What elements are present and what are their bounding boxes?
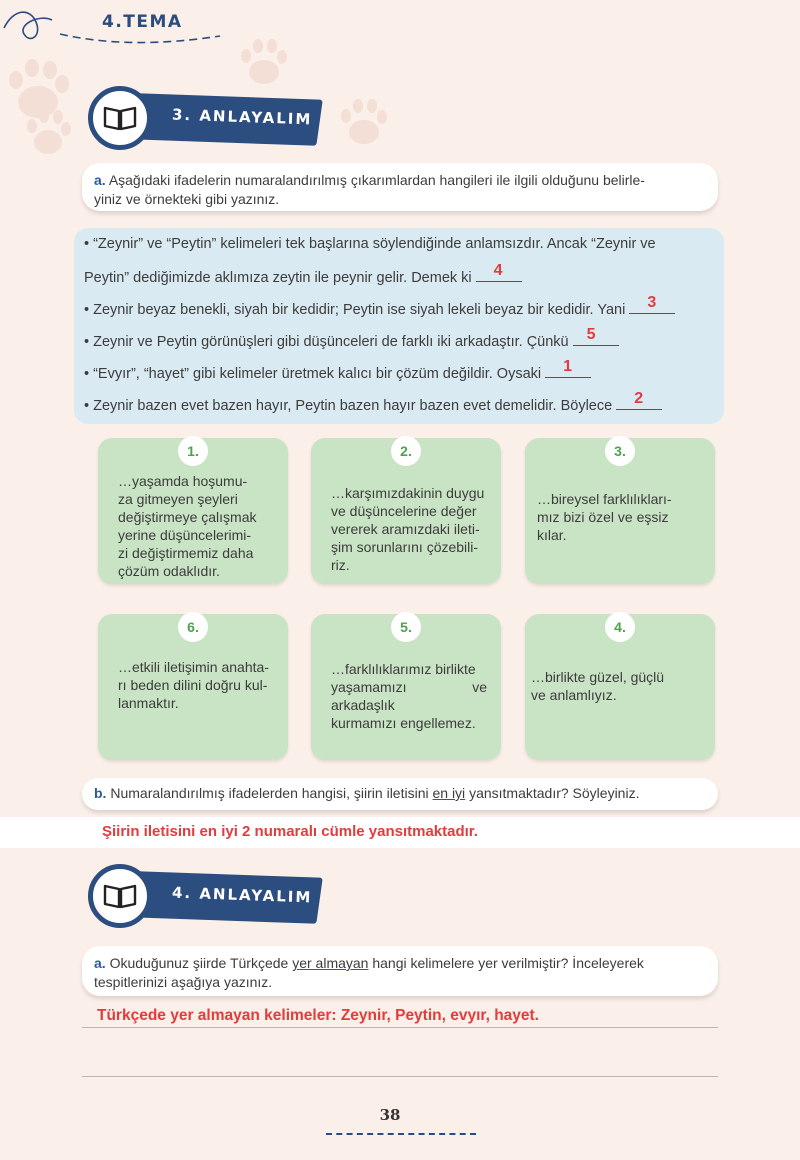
paw-print-decoration [20,100,80,170]
answer-b: Şiirin iletisini en iyi 2 numaralı cümle yansıtmaktadır. [102,823,478,840]
card-text: …farklılıklarımız birlikte yaşamamızı ve arkadaşlık kurmamızı engellemez. [331,661,487,731]
inference-card [525,614,715,760]
answer-mark: 5 [586,326,596,343]
card-number: 2. [391,436,421,466]
paw-print-decoration [330,90,400,160]
instruction-4a [82,946,718,996]
section-title: 3. ANLAYALIM [171,105,313,129]
answer-blank[interactable] [476,262,522,282]
instruction-emphasis: yer almayan [292,955,369,971]
statement-3: • Zeynir ve Peytin görünüşleri gibi düşünceleri de farklı iki arkadaştır. Çünkü 5 [84,332,619,350]
instruction-text-line2: tespitlerinizi aşağıya yazınız. [94,974,273,990]
instruction-a [82,163,718,211]
inference-card [525,438,715,584]
instruction-emphasis: en iyi [432,785,466,801]
inference-card [311,614,501,760]
answer-strip [0,817,800,848]
card-number: 3. [605,436,635,466]
answer-mark: 3 [647,294,657,311]
answer-4a: Türkçede yer almayan kelimeler: Zeynir, Peytin, evyır, hayet. [97,1007,539,1024]
answer-mark: 2 [634,390,644,407]
instruction-b [82,778,718,810]
inference-card [311,438,501,584]
section-title: 4. ANLAYALIM [171,883,313,907]
card-text: …yaşamda hoşumu- za gitmeyen şeyleri değiştirmeye çalışmak yerine düşüncelerimi- zi değiştirmemiz daha çözüm odaklıdır. [118,473,257,579]
writing-line[interactable] [82,1027,718,1028]
question-label: b. [94,785,107,801]
section-3-banner [82,82,322,152]
writing-line[interactable] [82,1076,718,1077]
statement-1: • “Zeynir” ve “Peytin” kelimeleri tek başlarına söylendiğinde anlamsızdır. Ancak “Zeynir ve [84,236,656,252]
statement-2: • Zeynir beyaz benekli, siyah bir kedidir; Peytin ise siyah lekeli beyaz bir kedidir. Yani 3 [84,300,675,318]
card-number: 5. [391,612,421,642]
card-text: …birlikte güzel, güçlü ve anlamlıyız. [531,669,665,703]
footer-decoration [326,1133,476,1135]
card-text: …etkili iletişimin anahta- rı beden dilini doğru kul- lanmaktır. [118,659,269,711]
question-label: a. [94,172,106,188]
inference-card [98,438,288,584]
instruction-text-cont: yiniz ve örnekteki gibi yazınız. [94,191,280,207]
card-number: 1. [178,436,208,466]
card-number: 6. [178,612,208,642]
theme-title: 4.TEMA [102,12,183,32]
answer-blank[interactable] [616,390,662,410]
answer-blank[interactable] [573,326,619,346]
inference-card [98,614,288,760]
book-icon [88,86,152,150]
book-icon [88,864,152,928]
instruction-text-cont: hangi kelimelere yer verilmiştir? İnceleyerek [372,955,644,971]
card-text: …karşımızdakinin duygu ve düşüncelerine değer vererek aramızdaki ileti- şim sorunlarını çözebili- riz. [331,485,485,573]
page-number: 38 [379,1106,401,1124]
answer-mark: 1 [563,358,573,375]
answer-blank[interactable] [629,294,675,314]
question-label: a. [94,955,106,971]
answer-blank[interactable] [545,358,591,378]
card-text: …bireysel farklılıkları- mız bizi özel ve eşsiz kılar. [537,491,672,543]
statements-box [74,228,724,424]
instruction-text: Okuduğunuz şiirde Türkçede [109,955,289,971]
instruction-text-cont: yansıtmaktadır? Söyleyiniz. [469,785,640,801]
answer-mark: 4 [493,262,503,279]
statement-5: • Zeynir bazen evet bazen hayır, Peytin bazen hayır bazen evet demelidir. Böylece 2 [84,396,662,414]
card-number: 4. [605,612,635,642]
section-4-banner [82,860,322,930]
instruction-text: Aşağıdaki ifadelerin numaralandırılmış çıkarımlardan hangileri ile ilgili olduğunu belirle- [108,172,645,188]
statement-1-cont: Peytin” dediğimizde aklımıza zeytin ile peynir gelir. Demek ki 4 [84,268,522,286]
instruction-text: Numaralandırılmış ifadelerden hangisi, şiirin iletisini [110,785,429,801]
statement-4: • “Evyır”, “hayet” gibi kelimeler üretmek kalıcı bir çözüm değildir. Oysaki 1 [84,364,591,382]
